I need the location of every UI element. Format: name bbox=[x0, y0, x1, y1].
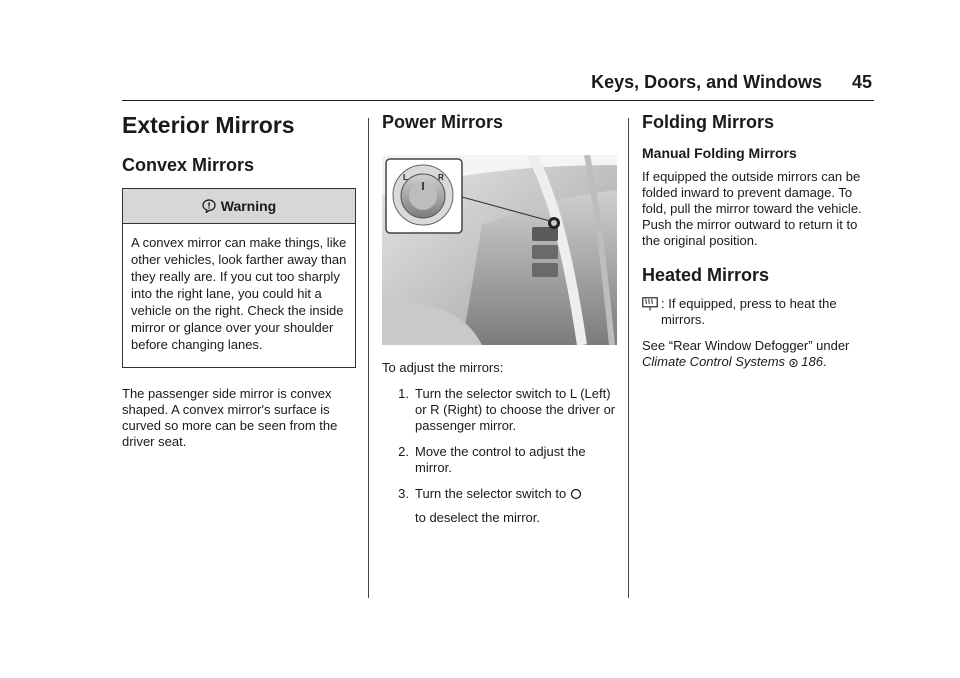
step-text-after: to deselect the mirror. bbox=[415, 510, 540, 525]
column-folding-heated bbox=[642, 110, 874, 380]
off-position-icon bbox=[570, 488, 582, 500]
warning-header bbox=[123, 189, 355, 224]
column-exterior-mirrors bbox=[122, 110, 356, 460]
see-prefix: See “Rear Window Defogger” under bbox=[642, 338, 850, 353]
climate-control-link[interactable]: Climate Control Systems bbox=[642, 354, 786, 369]
step-text: Turn the selector switch to L (Left) or R (Right) to choose the driver or passenger mirror. bbox=[415, 386, 616, 433]
figure-label-right: R bbox=[438, 173, 444, 182]
step-text-before: Turn the selector switch to bbox=[415, 486, 567, 501]
warning-label: Warning bbox=[220, 198, 277, 214]
heated-text: : If equipped, press to heat the mirrors. bbox=[661, 296, 837, 327]
column-power-mirrors bbox=[382, 110, 617, 536]
convex-body-text: The passenger side mirror is convex shaped. A convex mirror's surface is curved so more can be seen from the driver seat. bbox=[122, 386, 338, 449]
column-divider bbox=[368, 118, 369, 598]
page-header bbox=[122, 68, 874, 101]
see-suffix: . bbox=[823, 354, 827, 369]
page-number: 45 bbox=[851, 72, 872, 92]
manual-folding-text: If equipped the outside mirrors can be folded inward to prevent damage. To fold, pull the mirror toward the vehicle. Push the mirror outward to return it to the original position. bbox=[642, 169, 862, 248]
step-text bbox=[415, 486, 582, 526]
warning-text: A convex mirror can make things, like other vehicles, look farther away than they really are. If you cut too sharply into the right lane, you could hit a vehicle on the right. Check the inside mirror or glance over your shoulder before changing lanes. bbox=[131, 235, 347, 352]
see-reference bbox=[642, 338, 874, 370]
list-item bbox=[382, 486, 617, 526]
heading-heated-mirrors: Heated Mirrors bbox=[642, 265, 770, 285]
warning-icon bbox=[202, 199, 216, 213]
page-reference-icon bbox=[789, 358, 798, 368]
column-divider bbox=[628, 118, 629, 598]
list-item bbox=[382, 444, 617, 476]
heated-description bbox=[642, 296, 874, 328]
figure-label-left: L bbox=[403, 173, 408, 182]
defrost-icon bbox=[642, 297, 658, 311]
heading-power-mirrors: Power Mirrors bbox=[382, 112, 504, 132]
mirror-control-illustration bbox=[382, 155, 617, 345]
heading-manual-folding: Manual Folding Mirrors bbox=[642, 145, 797, 161]
adjust-intro: To adjust the mirrors: bbox=[382, 360, 504, 375]
step-number: 2. bbox=[398, 444, 409, 459]
page-reference[interactable]: 186 bbox=[801, 354, 823, 369]
heading-exterior-mirrors: Exterior Mirrors bbox=[122, 112, 295, 138]
warning-box bbox=[122, 188, 356, 368]
heading-folding-mirrors: Folding Mirrors bbox=[642, 112, 774, 132]
step-number: 3. bbox=[398, 486, 409, 501]
step-number: 1. bbox=[398, 386, 409, 401]
list-item bbox=[382, 386, 617, 434]
step-text: Move the control to adjust the mirror. bbox=[415, 444, 586, 475]
section-title: Keys, Doors, and Windows bbox=[591, 72, 822, 92]
heading-convex-mirrors: Convex Mirrors bbox=[122, 155, 255, 175]
